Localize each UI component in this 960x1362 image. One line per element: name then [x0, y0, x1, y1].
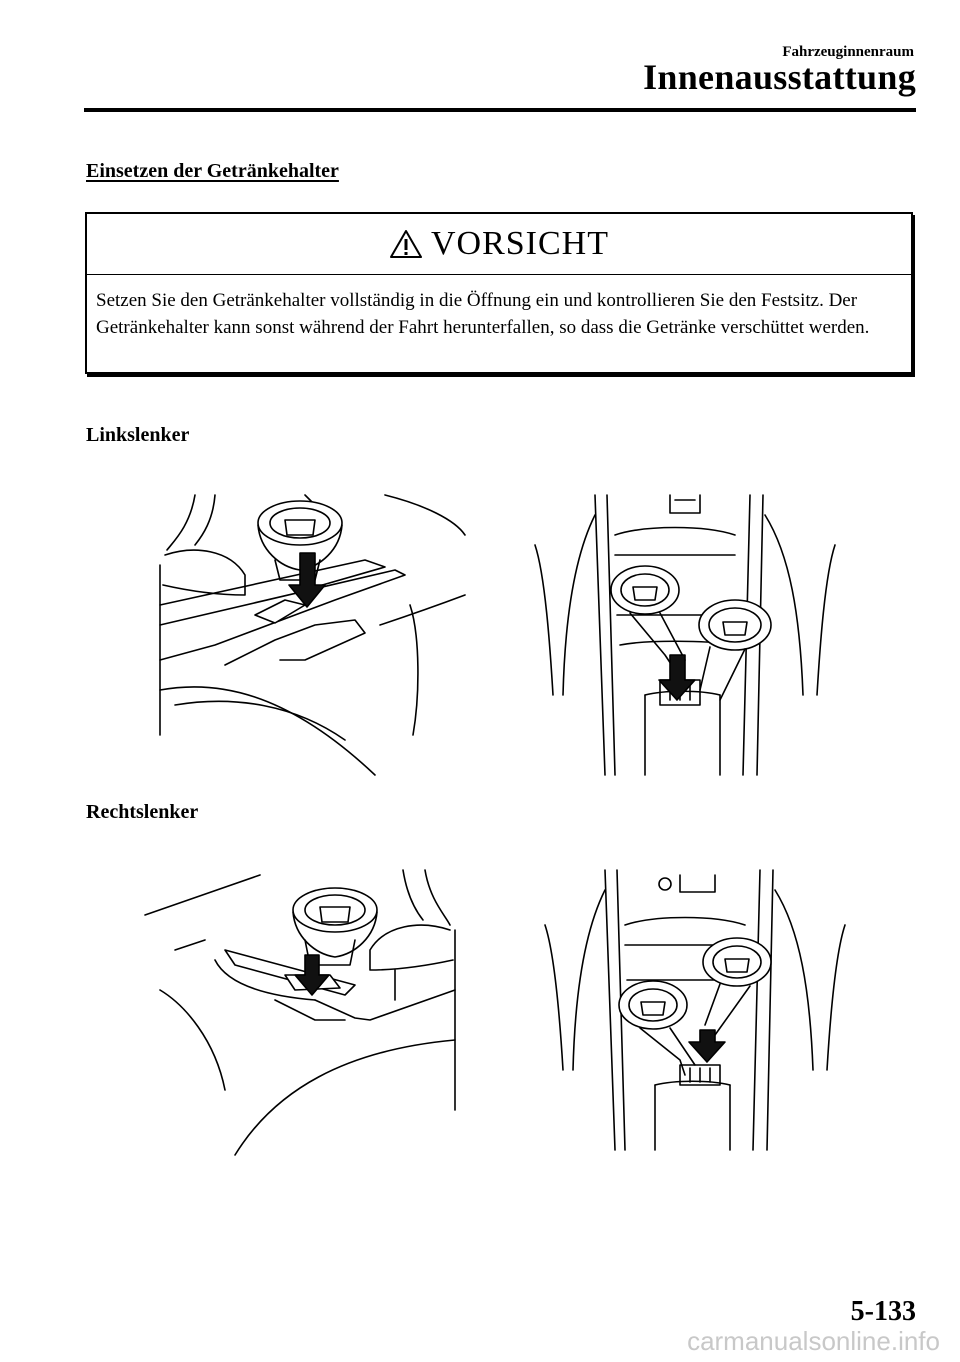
caution-heading: VORSICHT — [430, 225, 610, 262]
watermark: carmanualsonline.info — [687, 1326, 940, 1356]
rhd-label: Rechtslenker — [86, 801, 199, 823]
lhd-top-view-illustration — [535, 495, 840, 780]
page-title: Einsetzen der Getränkehalter — [86, 160, 339, 182]
caution-text: Setzen Sie den Getränkehalter vollständig in die Öffnung ein und kontrollieren Sie den Festsitz. Der Getränkehalter kann sonst während der Fahrt herunterfallen, so dass die Getränke verschüttet werden. — [96, 290, 870, 338]
lhd-side-view-illustration — [155, 495, 475, 780]
section-heading: Innenausstattung — [643, 57, 916, 97]
page-number: 5-133 — [850, 1296, 916, 1327]
rhd-side-view-illustration — [145, 870, 460, 1155]
caution-box — [85, 212, 913, 374]
header-rule — [84, 108, 916, 112]
rhd-top-view-illustration — [545, 870, 850, 1155]
lhd-label: Linkslenker — [86, 424, 190, 446]
chapter-heading: Fahrzeuginnenraum — [782, 44, 914, 60]
caution-header — [87, 214, 911, 275]
warning-triangle-icon — [389, 229, 423, 259]
